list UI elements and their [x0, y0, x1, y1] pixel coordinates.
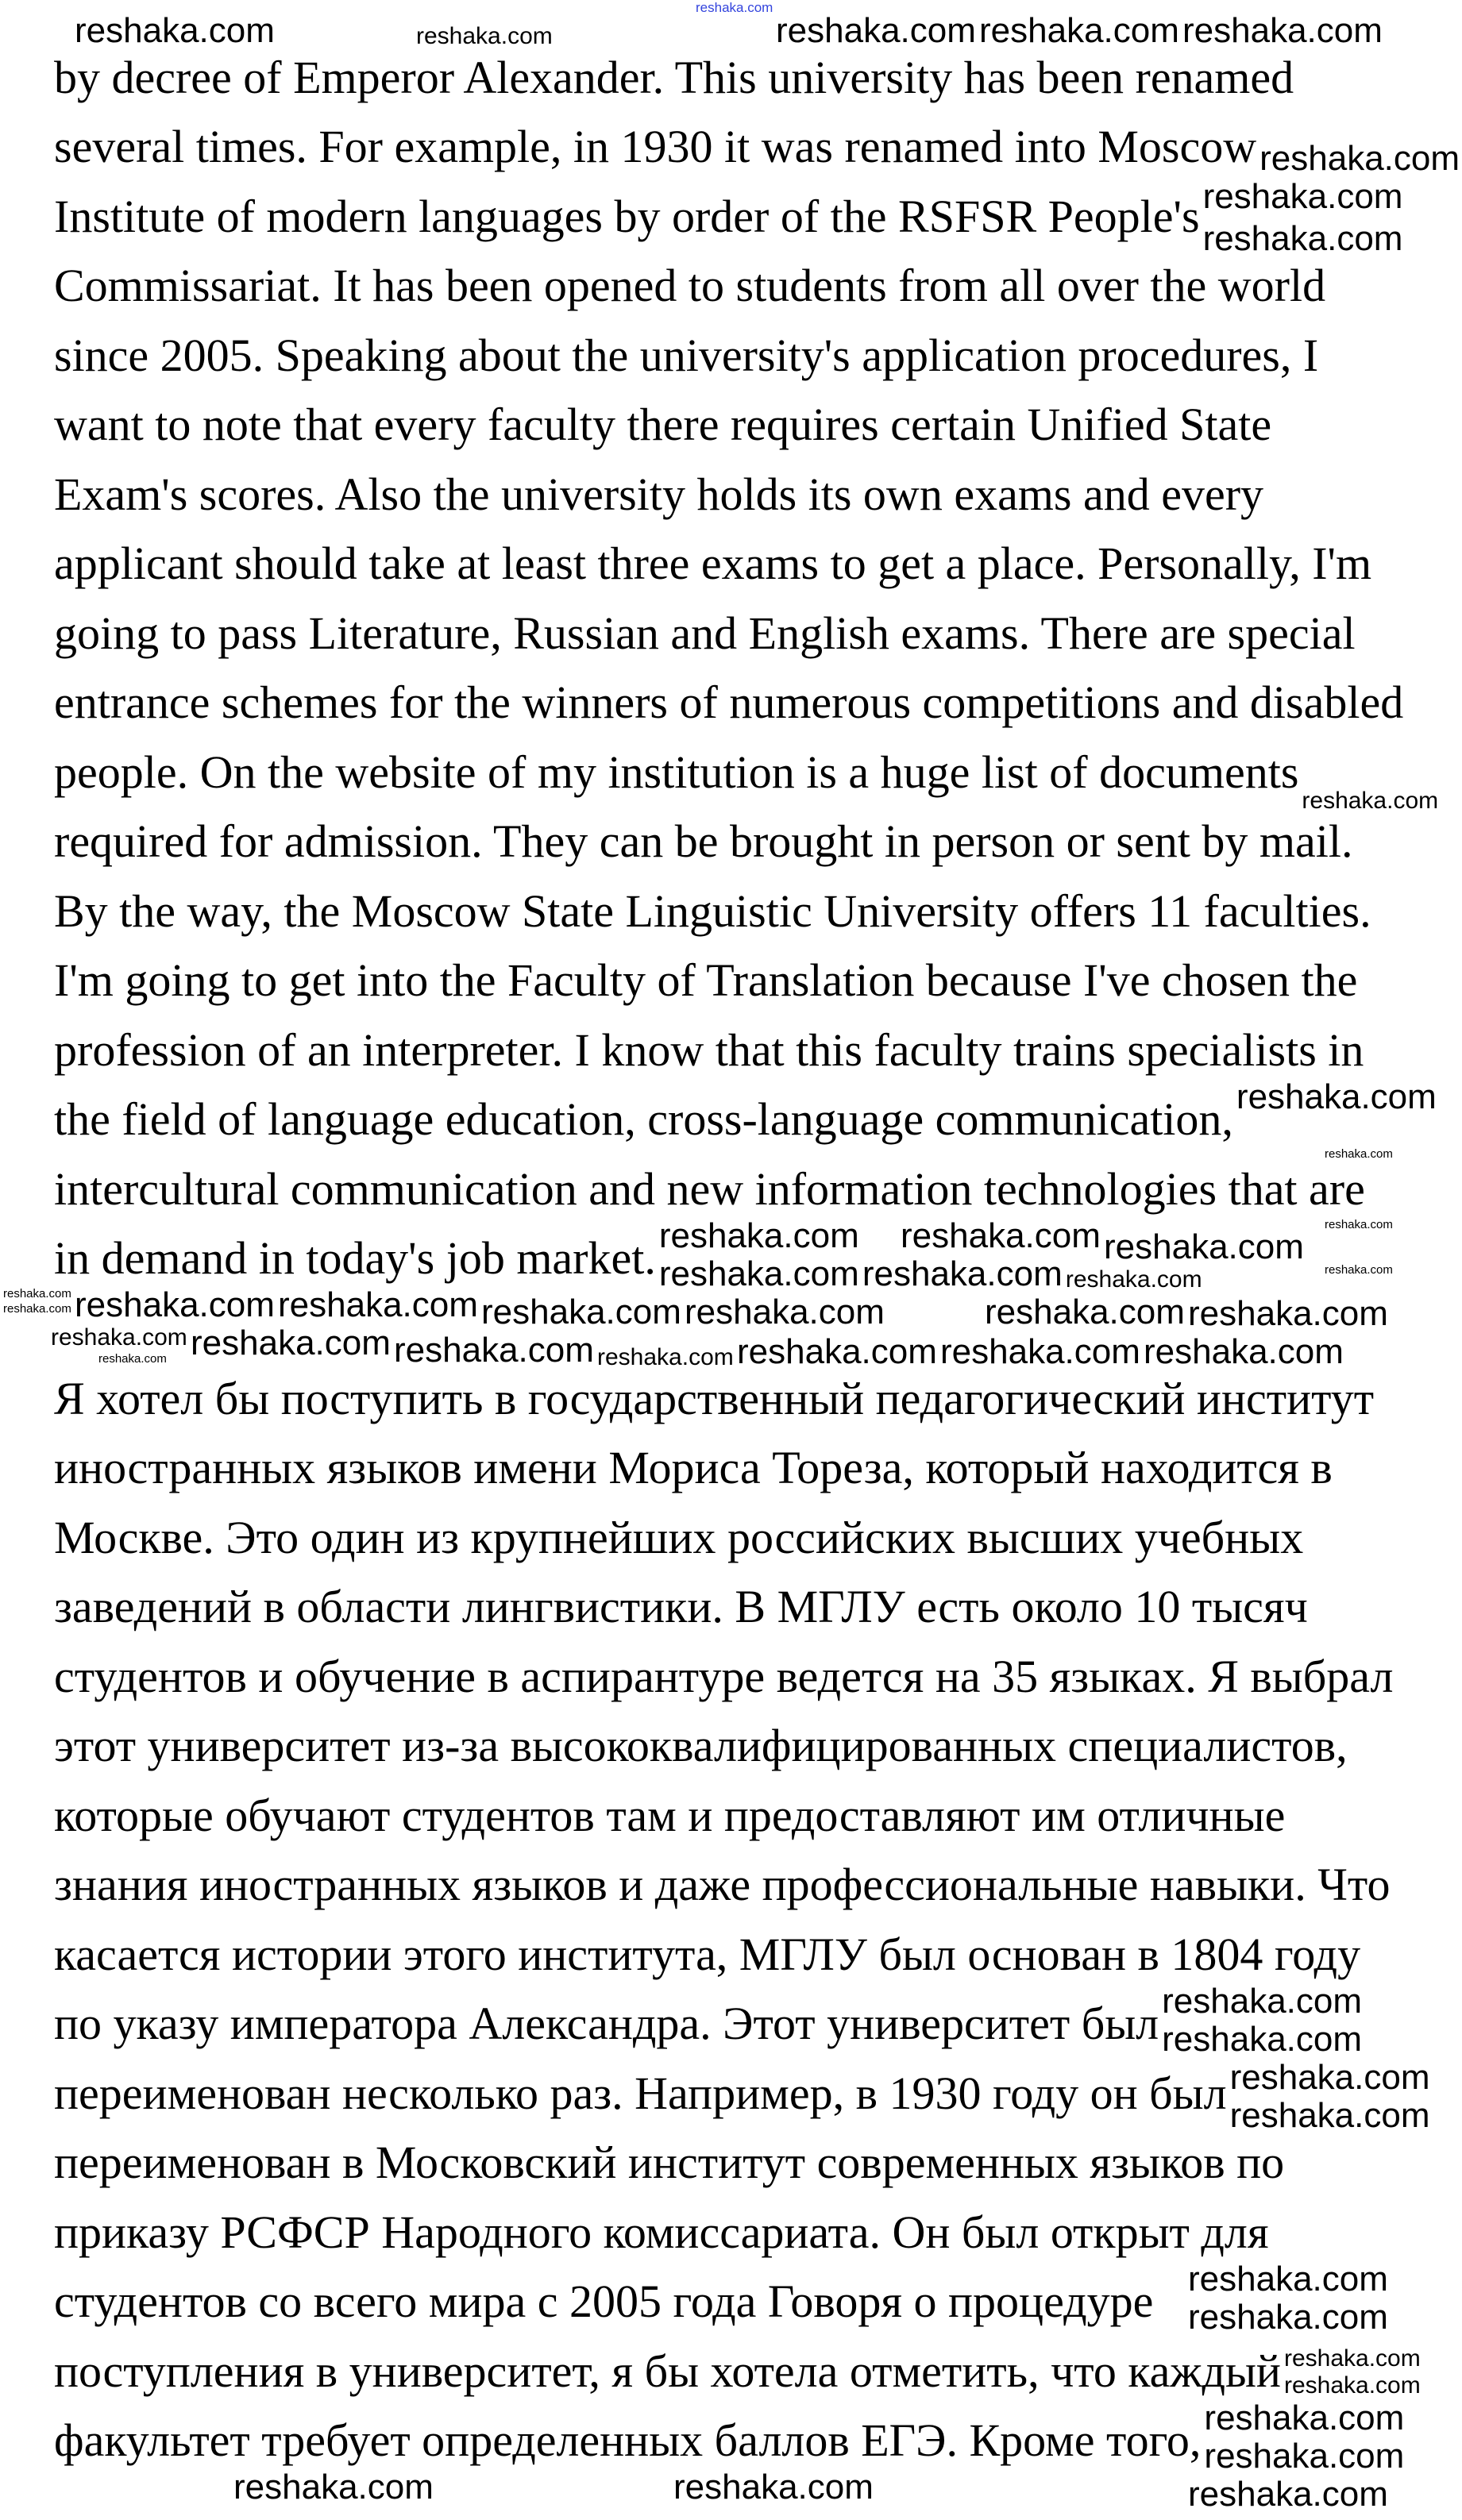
text-line: переименован в Московский институт современных языков по [54, 2137, 1285, 2189]
watermark: reshaka.com [98, 1352, 167, 1366]
watermark: reshaka.com [1188, 2297, 1388, 2337]
watermark: reshaka.com [1188, 2259, 1388, 2298]
watermark: reshaka.com [1229, 2095, 1430, 2135]
watermark: reshaka.com [776, 10, 976, 50]
text-line: по указу императора Александра. Этот университет был [54, 1998, 1159, 2050]
text-line: I'm going to get into the Faculty of Translation because I've chosen the [54, 954, 1358, 1007]
watermark: reshaka.com [1202, 176, 1403, 216]
text-line: переименован несколько раз. Например, в 1930 году он был [54, 2067, 1227, 2119]
watermark: reshaka.com [75, 10, 275, 50]
watermark: reshaka.com [1162, 1981, 1363, 2021]
watermark: reshaka.com [3, 1287, 71, 1301]
watermark: reshaka.com [597, 1343, 734, 1370]
watermark: reshaka.com [1325, 1146, 1393, 1161]
watermark: reshaka.com [658, 1216, 859, 1255]
text-line: several times. For example, in 1930 it was renamed into Moscow [54, 121, 1257, 173]
text-line: since 2005. Speaking about the university's application procedures, I [54, 329, 1319, 381]
watermark: reshaka.com [278, 1285, 478, 1325]
text-line: заведений в области лингвистики. В МГЛУ есть около 10 тысяч [54, 1581, 1308, 1633]
watermark: reshaka.com [658, 1254, 859, 1293]
watermark: reshaka.com [685, 1292, 885, 1331]
watermark: reshaka.com [1104, 1227, 1304, 1266]
watermark: reshaka.com [1229, 2057, 1430, 2097]
watermark: reshaka.com [1182, 10, 1383, 50]
text-line: people. On the website of my institution is a huge list of documents [54, 746, 1299, 798]
watermark: reshaka.com [1302, 787, 1439, 814]
text-line: profession of an interpreter. I know that this faculty trains specialists in [54, 1023, 1364, 1076]
text-line: going to pass Literature, Russian and English exams. There are special [54, 607, 1356, 659]
watermark: reshaka.com [233, 2468, 434, 2507]
watermark: reshaka.com [979, 10, 1179, 50]
text-line: знания иностранных языков и даже профессиональные навыки. Что [54, 1859, 1391, 1911]
text-line: the field of language education, cross-language communication, [54, 1093, 1233, 1146]
text-line: want to note that every faculty there requires certain Unified State [54, 399, 1272, 451]
text-line: Institute of modern languages by order of the RSFSR People's [54, 190, 1200, 242]
watermark: reshaka.com [75, 1285, 275, 1325]
watermark: reshaka.com [862, 1254, 1063, 1293]
watermark: reshaka.com [985, 1292, 1185, 1331]
watermark: reshaka.com [51, 1324, 187, 1351]
text-line: Commissariat. It has been opened to students from all over the world [54, 260, 1326, 312]
watermark: reshaka.com [696, 0, 773, 15]
watermark: reshaka.com [1325, 1217, 1393, 1231]
watermark: reshaka.com [673, 2468, 874, 2507]
watermark: reshaka.com [1188, 1293, 1388, 1333]
watermark: reshaka.com [416, 22, 553, 49]
text-line: Exam's scores. Also the university holds its own exams and every [54, 468, 1264, 520]
watermark: reshaka.com [1259, 138, 1460, 178]
watermark: reshaka.com [901, 1216, 1101, 1255]
watermark: reshaka.com [1236, 1077, 1437, 1116]
text-line: факультет требует определенных баллов ЕГЭ. Кроме того, [54, 2414, 1202, 2467]
text-line: иностранных языков имени Мориса Тореза, который находится в [54, 1442, 1333, 1494]
text-line: intercultural communication and new information technologies that are [54, 1162, 1365, 1215]
watermark: reshaka.com [1162, 2019, 1363, 2059]
text-line: Я хотел бы поступить в государственный педагогический институт [54, 1372, 1375, 1424]
watermark: reshaka.com [191, 1324, 391, 1363]
watermark: reshaka.com [1204, 2436, 1405, 2476]
text-line: студентов со всего мира с 2005 года Говоря о процедуре [54, 2275, 1154, 2328]
watermark: reshaka.com [394, 1330, 594, 1370]
watermark: reshaka.com [1283, 2345, 1421, 2372]
text-line: этот университет из-за высококвалифицированных специалистов, [54, 1720, 1348, 1772]
watermark: reshaka.com [1283, 2372, 1421, 2399]
watermark: reshaka.com [481, 1292, 681, 1331]
watermark: reshaka.com [1065, 1266, 1202, 1293]
text-line: приказу РСФСР Народного комиссариата. Он был открыт для [54, 2206, 1269, 2258]
text-line: by decree of Emperor Alexander. This university has been renamed [54, 51, 1294, 103]
text-line: applicant should take at least three exams to get a place. Personally, I'm [54, 538, 1372, 590]
watermark: reshaka.com [1202, 219, 1403, 259]
text-line: которые обучают студентов там и предоставляют им отличные [54, 1789, 1286, 1841]
text-line: entrance schemes for the winners of numerous competitions and disabled [54, 676, 1404, 729]
text-line: поступления в университет, я бы хотела отметить, что каждый [54, 2345, 1281, 2397]
watermark: reshaka.com [1188, 2474, 1388, 2514]
watermark: reshaka.com [3, 1302, 71, 1316]
english-text [54, 52, 1403, 1302]
text-line: required for admission. They can be brought in person or sent by mail. [54, 815, 1353, 868]
text-line: студентов и обучение в аспирантуре ведется на 35 языках. Я выбрал [54, 1650, 1394, 1702]
text-line: in demand in today's job market. [54, 1232, 656, 1285]
watermark: reshaka.com [1325, 1262, 1393, 1277]
watermark: reshaka.com [1204, 2398, 1405, 2437]
text-line: Москве. Это один из крупнейших российских высших учебных [54, 1511, 1304, 1563]
watermark: reshaka.com [940, 1331, 1140, 1371]
watermark: reshaka.com [1144, 1331, 1344, 1371]
watermark: reshaka.com [737, 1331, 937, 1371]
text-line: касается истории этого института, МГЛУ был основан в 1804 году [54, 1928, 1361, 1980]
text-line: By the way, the Moscow State Linguistic University offers 11 faculties. [54, 884, 1371, 937]
